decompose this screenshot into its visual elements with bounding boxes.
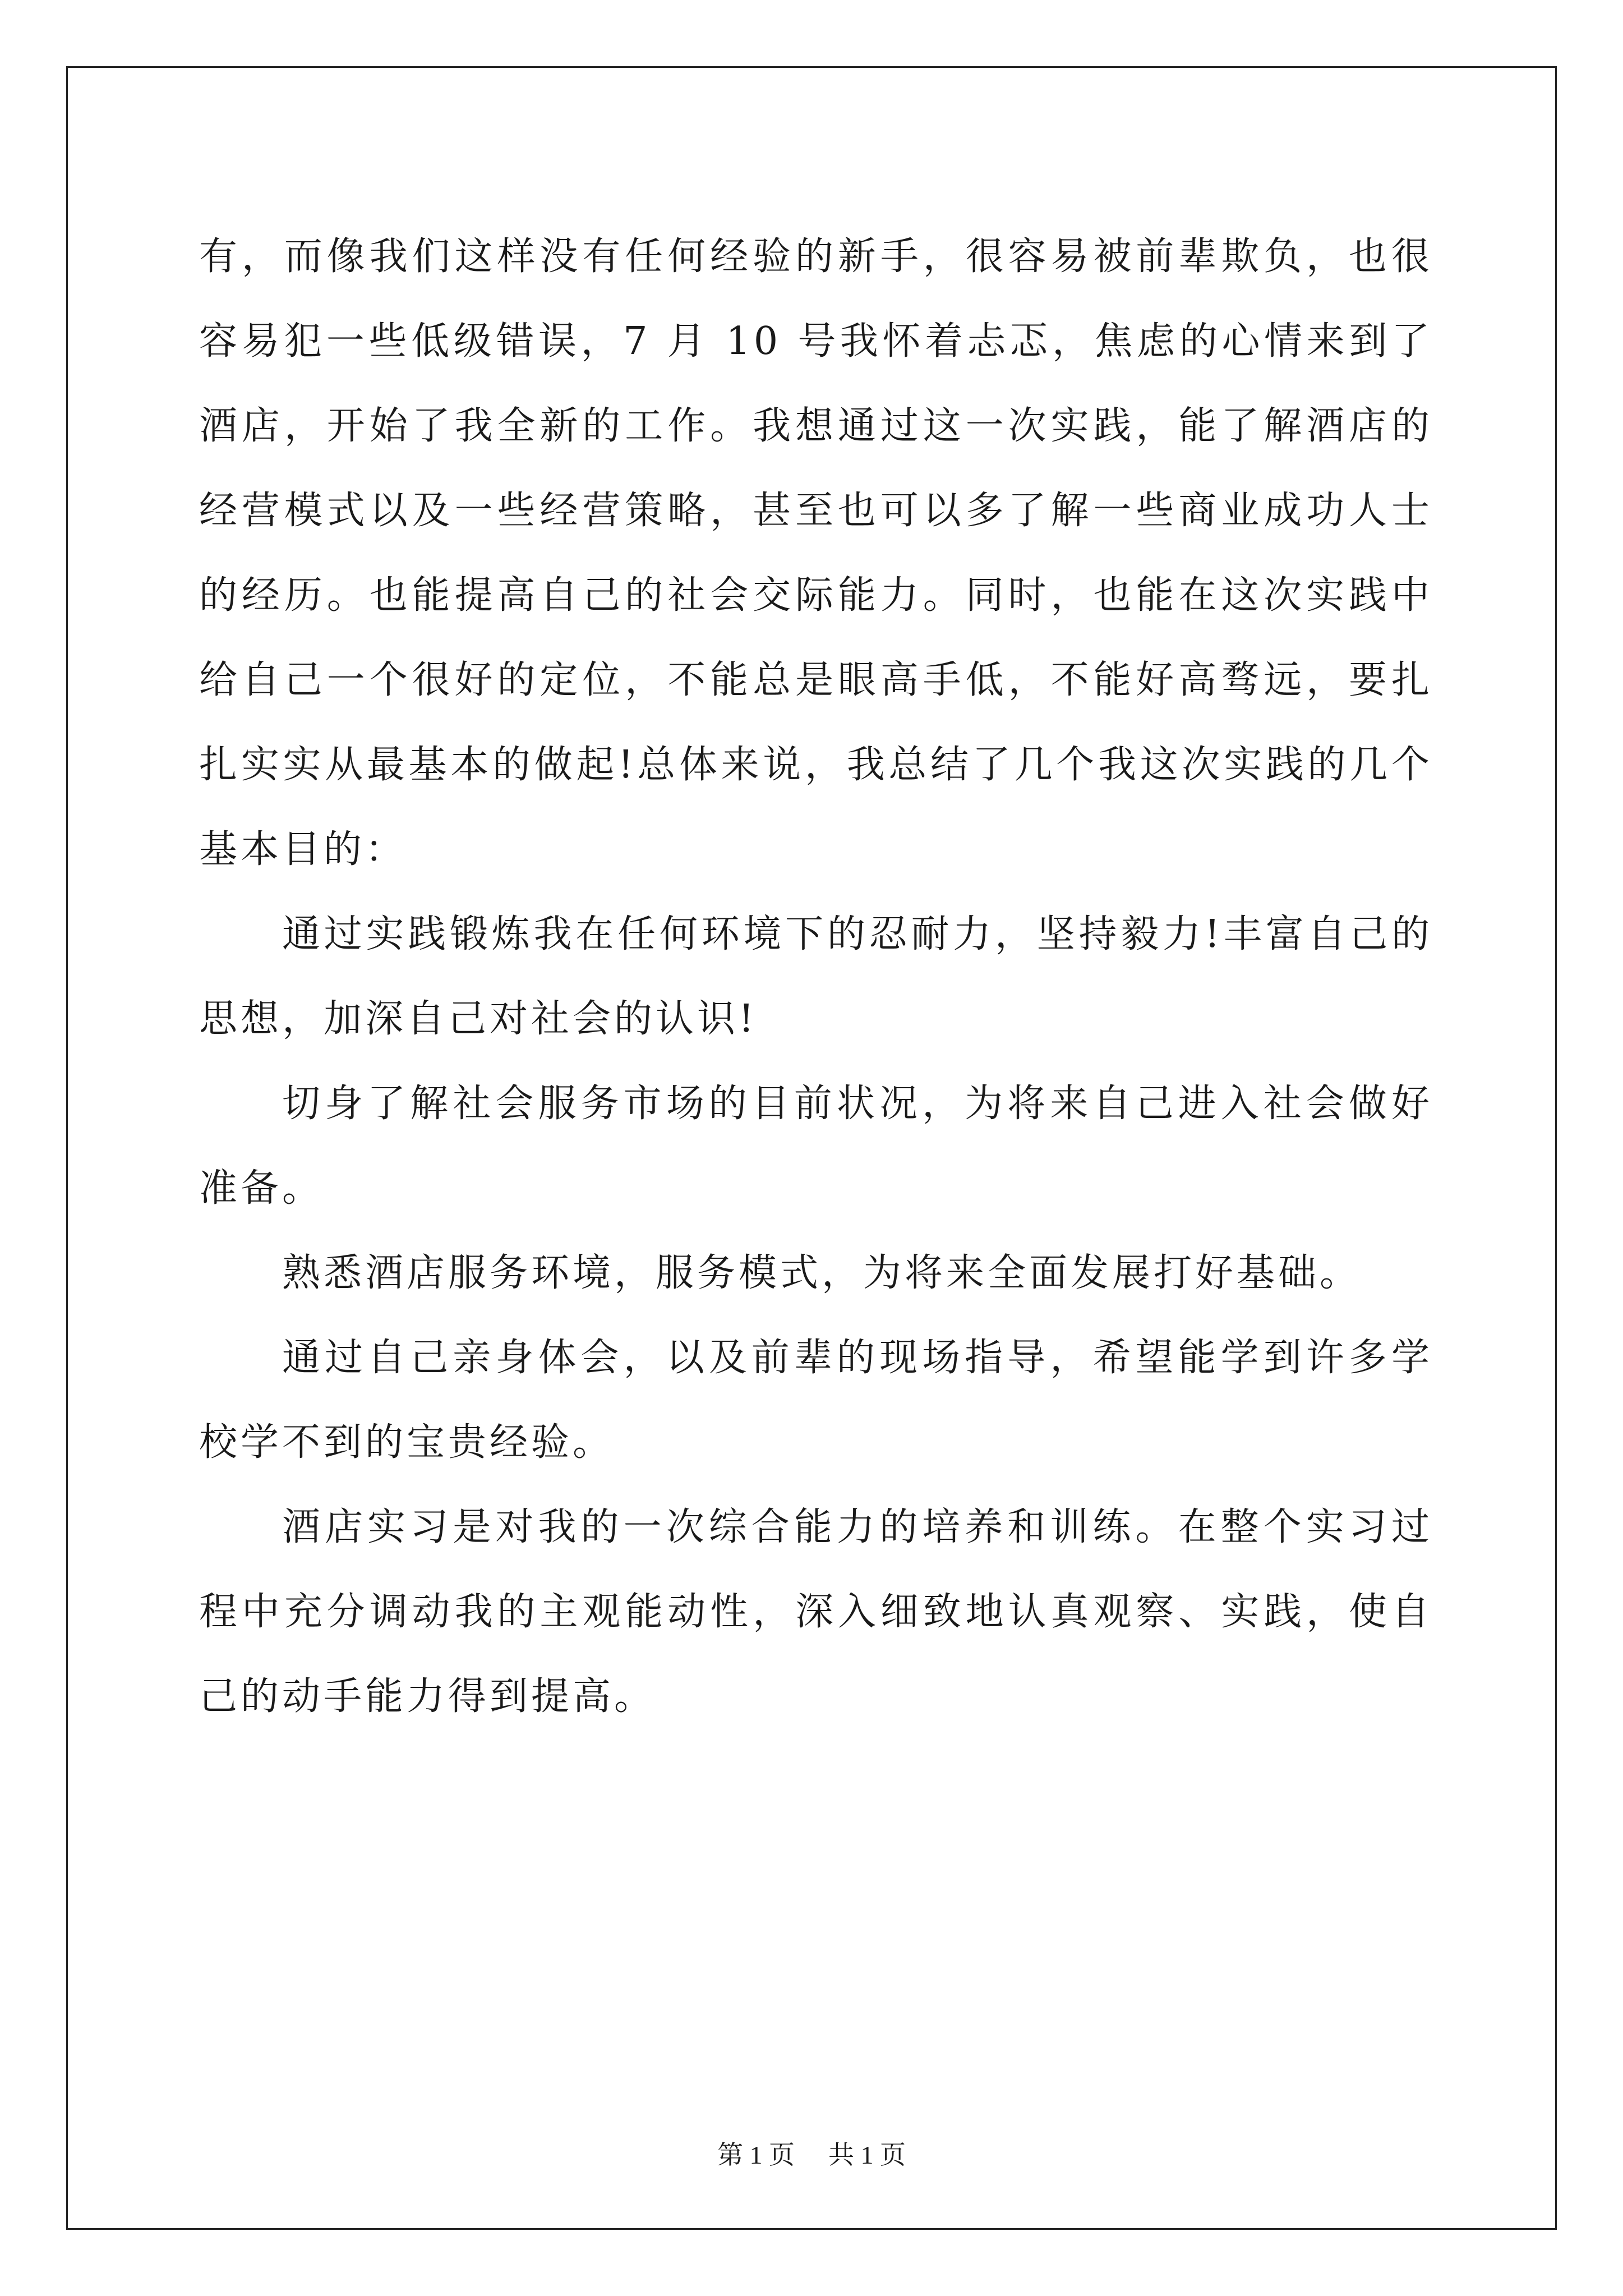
document-body [199,214,1433,1739]
page-total: 共 1 页 [828,2141,906,2169]
paragraph: 有，而像我们这样没有任何经验的新手，很容易被前辈欺负，也很容易犯一些低级错误，7 月 10 号我怀着忐忑，焦虑的心情来到了酒店，开始了我全新的工作。我想通过这一次实践，能了解酒店的经营模式以及一些经营策略，甚至也可以多了解一些商业成功人士的经历。也能提高自己的社会交际能力。同时，也能在这次实践中给自己一个很好的定位，不能总是眼高手低，不能好高骛远，要扎扎实实从最基本的做起!总体来说，我总结了几个我这次实践的几个基本目的： [199,234,1433,872]
paragraph: 熟悉酒店服务环境，服务模式，为将来全面发展打好基础。 [282,1251,1362,1295]
paragraph: 通过实践锻炼我在任何环境下的忍耐力，坚持毅力!丰富自己的思想，加深自己对社会的认识! [199,912,1433,1041]
paragraph: 通过自己亲身体会，以及前辈的现场指导，希望能学到许多学校学不到的宝贵经验。 [199,1336,1433,1465]
page-number: 第 1 页 [717,2141,795,2169]
page-footer [0,2138,1623,2172]
paragraph: 酒店实习是对我的一次综合能力的培养和训练。在整个实习过程中充分调动我的主观能动性，深入细致地认真观察、实践，使自己的动手能力得到提高。 [199,1505,1433,1719]
paragraph: 切身了解社会服务市场的目前状况，为将来自己进入社会做好准备。 [199,1082,1433,1211]
